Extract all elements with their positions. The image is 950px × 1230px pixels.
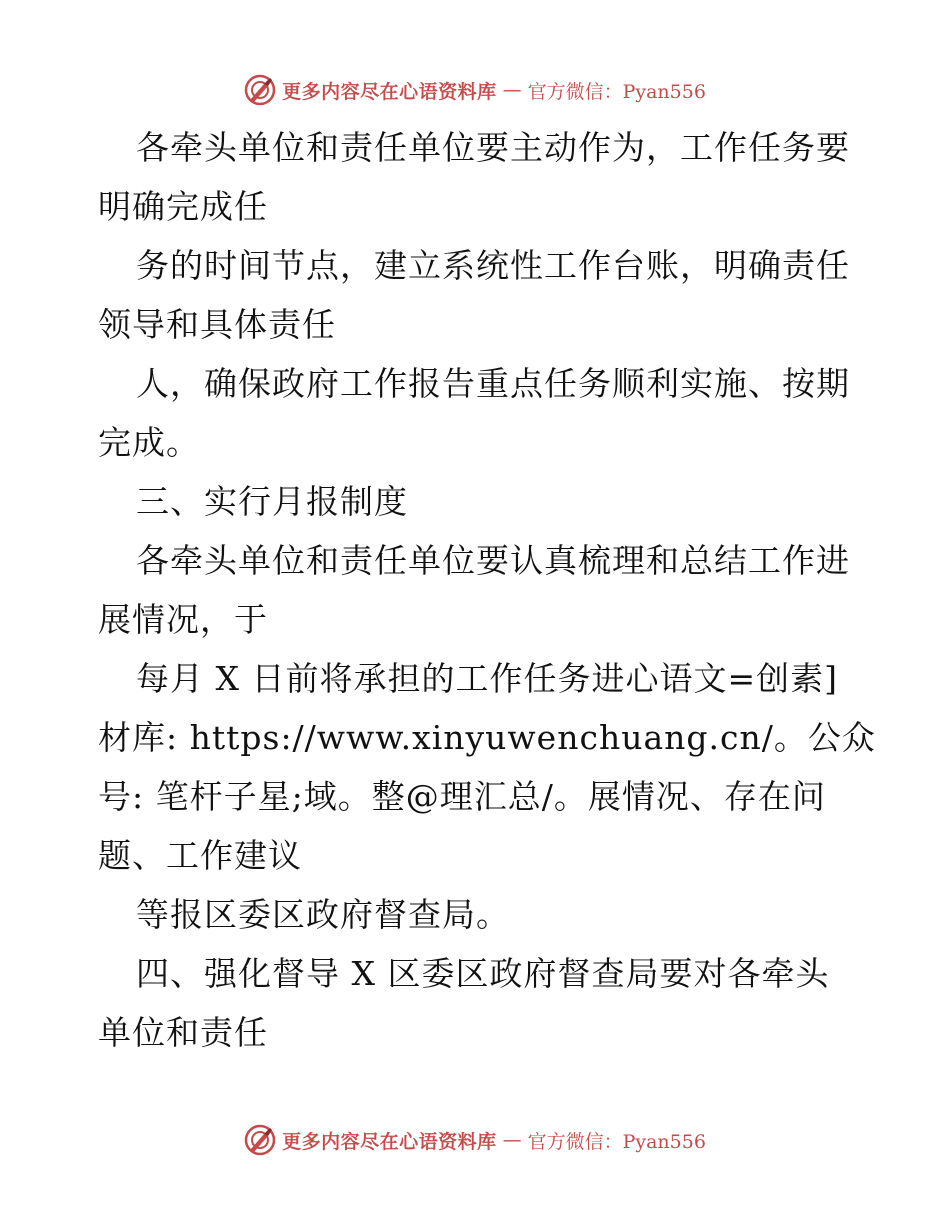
pen-logo-icon <box>244 74 276 106</box>
footer-watermark <box>0 1120 950 1160</box>
document-body <box>98 118 876 1062</box>
text-line: 题、工作建议 <box>98 836 302 875</box>
text-line: 号: 笔杆子星;域。整@理汇总/。展情况、存在问 <box>98 777 826 816</box>
text-line: 领导和具体责任 <box>98 305 336 344</box>
text-line: 等报区委区政府督查局。 <box>136 895 510 934</box>
watermark-official: 官方微信：Pyan556 <box>527 80 706 103</box>
text-line: 单位和责任 <box>98 1013 268 1052</box>
section-heading: 四、强化督导 X 区委区政府督查局要对各牵头 <box>136 954 830 993</box>
text-line: 明确完成任 <box>98 187 268 226</box>
text-line: 每月 X 日前将承担的工作任务进心语文=创素] <box>136 659 838 698</box>
watermark-brand: 更多内容尽在心语资料库 <box>282 1130 497 1153</box>
watermark-brand: 更多内容尽在心语资料库 <box>282 80 497 103</box>
text-line: 各牵头单位和责任单位要认真梳理和总结工作进 <box>136 541 850 580</box>
text-line: 人，确保政府工作报告重点任务顺利实施、按期 <box>136 364 850 403</box>
watermark-separator: — <box>502 79 522 101</box>
header-watermark <box>0 70 950 110</box>
watermark-separator: — <box>502 1129 522 1151</box>
section-heading: 三、实行月报制度 <box>136 482 408 521</box>
text-line: 材库: https://www.xinyuwenchuang.cn/。公众 <box>98 718 876 757</box>
text-line: 完成。 <box>98 423 200 462</box>
watermark-official: 官方微信：Pyan556 <box>527 1130 706 1153</box>
text-line: 务的时间节点，建立系统性工作台账，明确责任 <box>136 246 850 285</box>
text-line: 展情况，于 <box>98 600 268 639</box>
pen-logo-icon <box>244 1124 276 1156</box>
text-line: 各牵头单位和责任单位要主动作为，工作任务要 <box>136 128 850 167</box>
